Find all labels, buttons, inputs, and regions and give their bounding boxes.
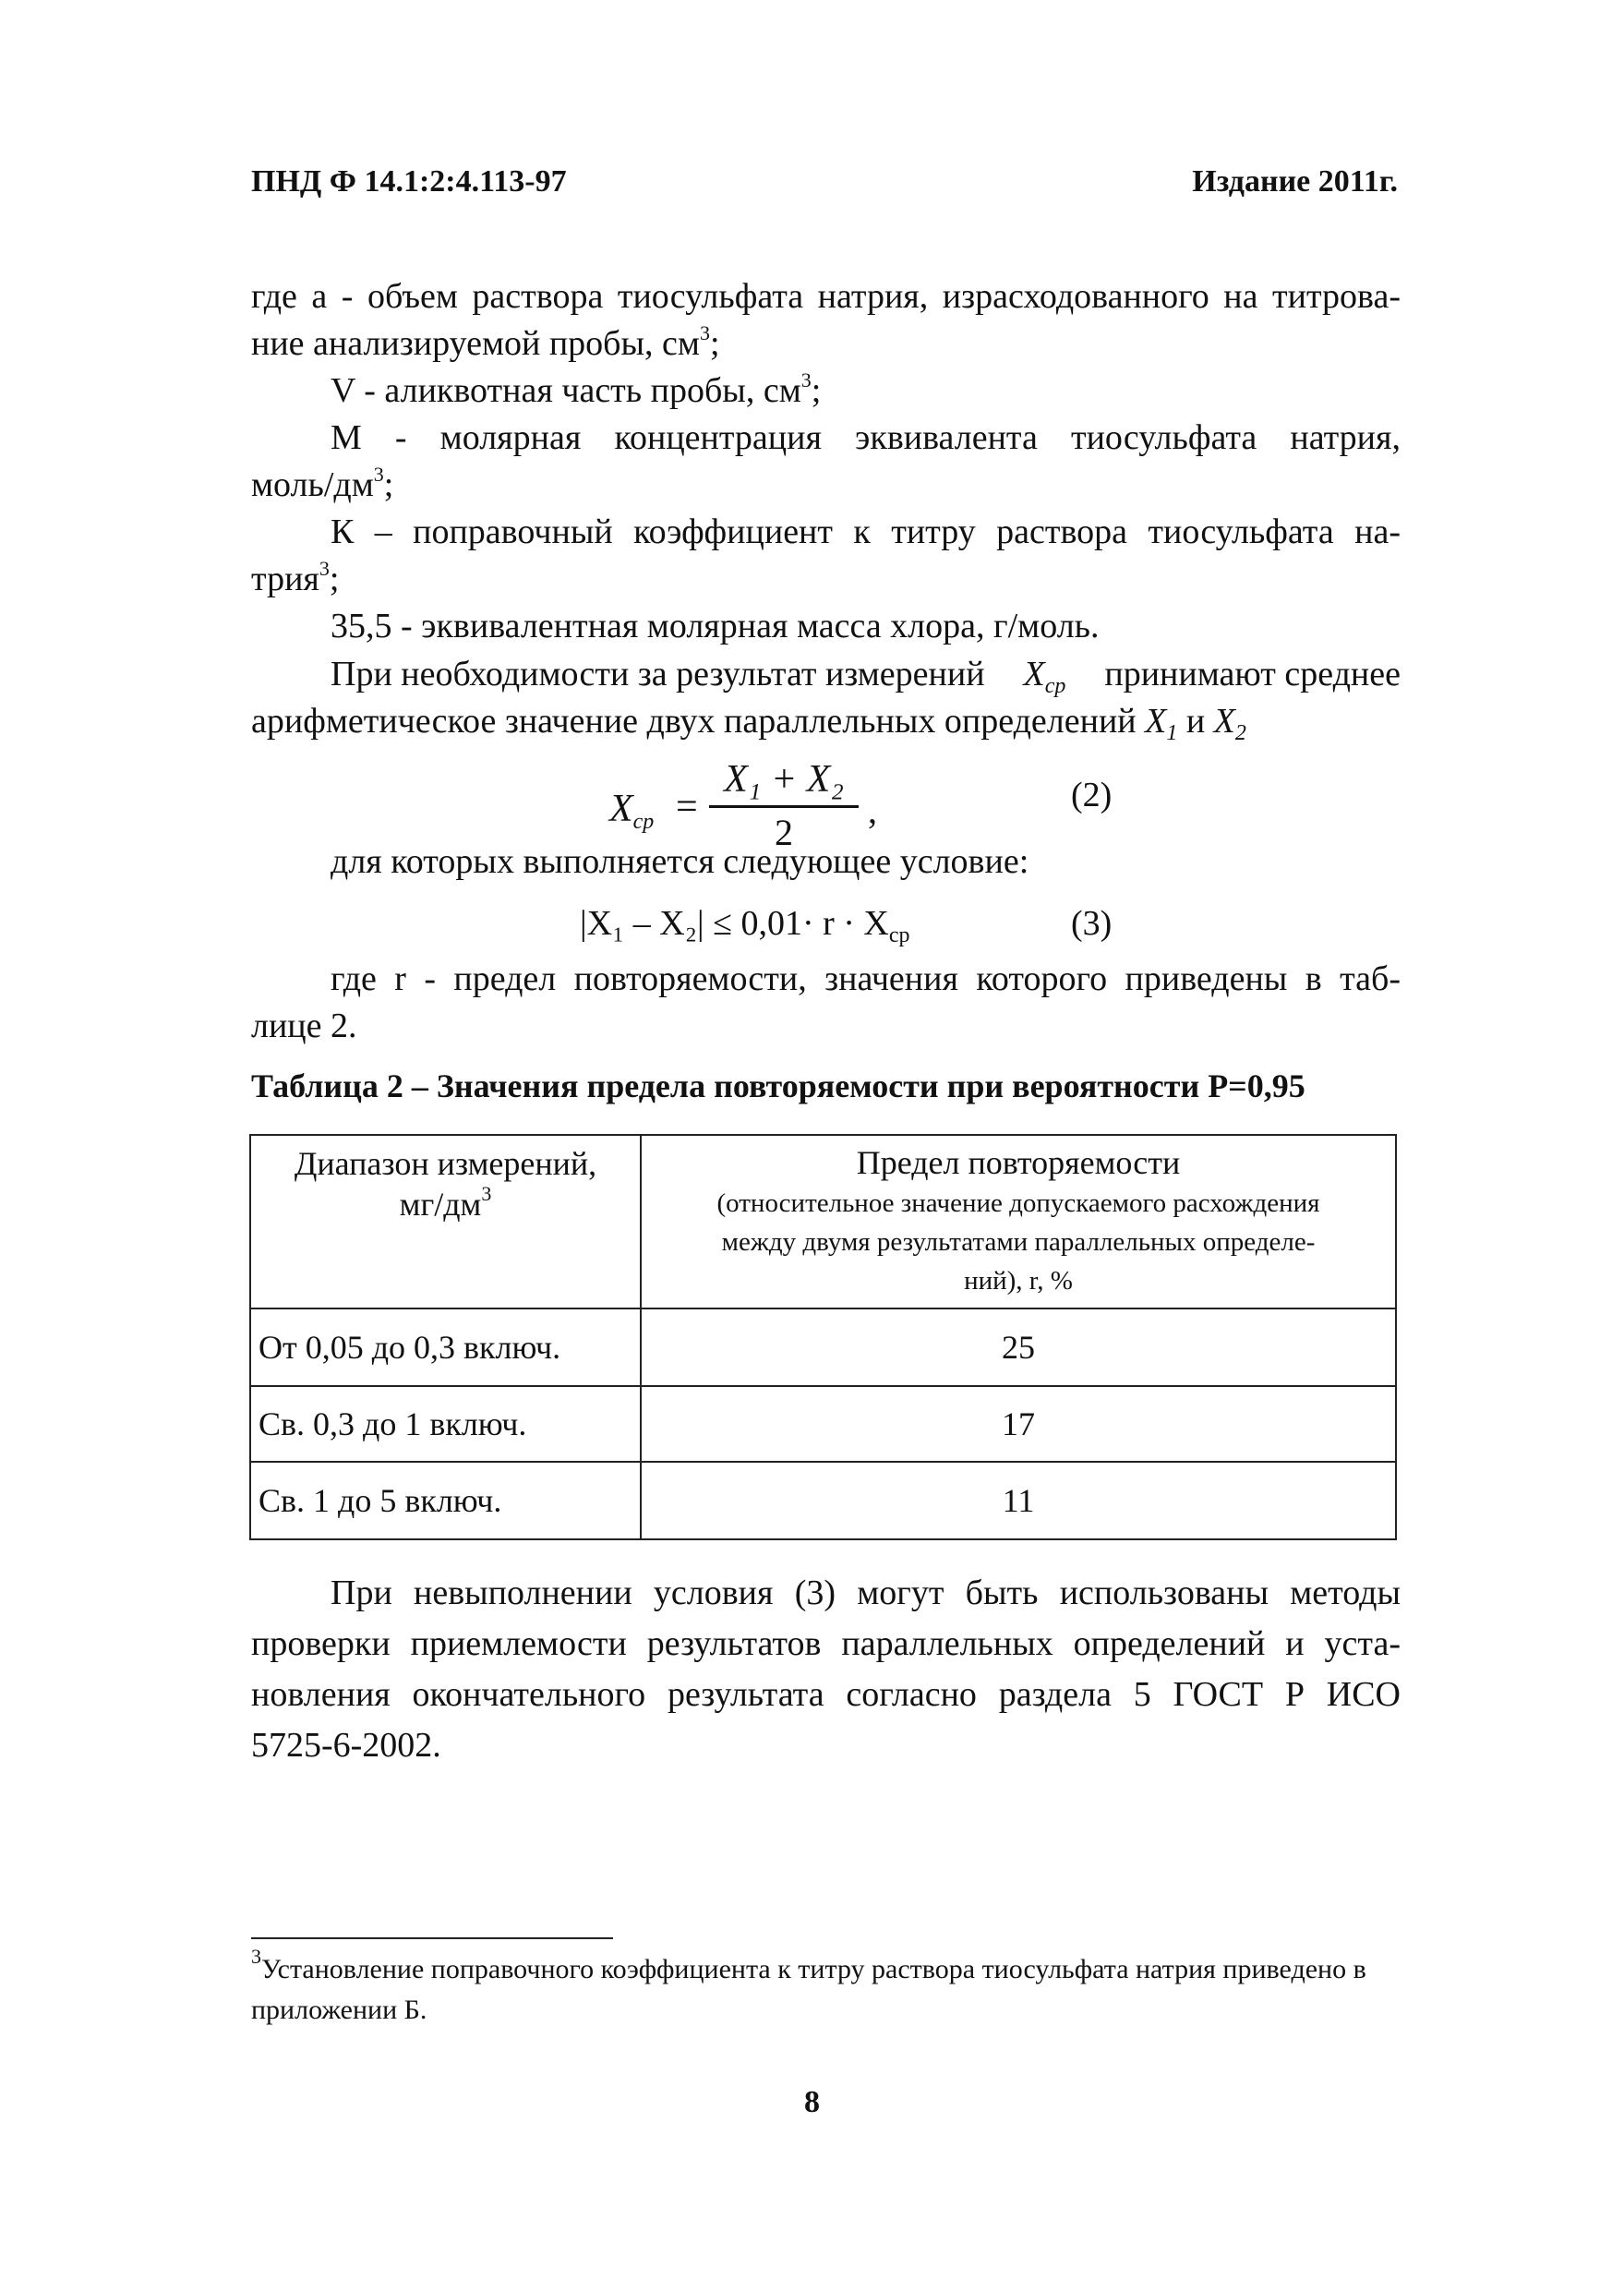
header-limit-line1: (относительное значение допускаемого расхождения xyxy=(716,1188,1320,1218)
header-limit-line3: ний), r, % xyxy=(964,1266,1073,1296)
condition-intro: для которых выполняется следующее условие: xyxy=(331,842,1029,881)
document-code: ПНД Ф 14.1:2:4.113-97 xyxy=(251,164,567,199)
formula-3-number: (3) xyxy=(1071,904,1113,943)
value-cell: 17 xyxy=(641,1386,1396,1462)
formula-2-number: (2) xyxy=(1071,776,1113,814)
r-definition-line2: лице 2. xyxy=(251,1007,357,1045)
header-limit-line2: между двумя результатами параллельных определе- xyxy=(721,1227,1316,1257)
legend-k-line2: трия$^3$; xyxy=(251,557,340,598)
footnote-mark: 3 xyxy=(251,1945,261,1968)
header-range-line1: Диапазон измерений, xyxy=(294,1145,597,1182)
range-cell: Св. 0,3 до 1 включ. xyxy=(250,1386,641,1462)
value-cell: 25 xyxy=(641,1308,1396,1386)
r-definition-line1: где r - предел повторяемости, значения которого приведены в таб- xyxy=(331,959,1401,998)
fraction-bar xyxy=(709,805,859,808)
mean-para-line1: При необходимости за результат измерений $X_{ср}$ принимают среднее xyxy=(331,651,1401,698)
formula-2-comma: , xyxy=(868,790,877,831)
legend-a-line1: где а - объем раствора тиосульфата натрия, израсходованного на титрова- xyxy=(251,277,1401,316)
table-row xyxy=(250,1386,1396,1462)
formula-2-numerator: X₁ + X₂ xyxy=(724,758,844,801)
table-header-row xyxy=(250,1135,1396,1308)
legend-m-line2: моль/$дм^3$; xyxy=(251,463,394,504)
page-number: 8 xyxy=(804,2085,820,2119)
repeatability-table xyxy=(249,1134,1397,1540)
legend-chlorine: 35,5 - эквивалентная молярная масса хлора, г/моль. xyxy=(331,607,1100,645)
header-range-cell xyxy=(250,1135,641,1308)
formula-2-denominator: 2 xyxy=(775,812,793,853)
x1-symbol: $X_1$ xyxy=(1145,702,1178,745)
closing-line2: проверки приемлемости результатов параллельных определений и уста- xyxy=(251,1624,1401,1663)
table-row xyxy=(250,1308,1396,1386)
x-mean-symbol: $X_{ср}$ xyxy=(1023,655,1066,698)
legend-m-line1: М - молярная концентрация эквивалента тиосульфата натрия, xyxy=(331,418,1401,457)
x2-symbol: $X_2$ xyxy=(1213,702,1246,745)
closing-line3: новления окончательного результата согласно раздела 5 ГОСТ Р ИСО xyxy=(251,1675,1401,1714)
range-cell: От 0,05 до 0,3 включ. xyxy=(250,1308,641,1386)
legend-a-line2: ние анализируемой пробы, $см^3$; xyxy=(251,321,720,363)
legend-k-line1: К – поправочный коэффициент к титру раствора тиосульфата на- xyxy=(331,512,1401,551)
legend-v: V - аликвотная часть пробы, $см^3$; xyxy=(331,368,822,410)
closing-line4: 5725-6-2002. xyxy=(251,1726,441,1765)
table-row xyxy=(250,1462,1396,1539)
table-caption: Таблица 2 – Значения предела повторяемости при вероятности Р=0,95 xyxy=(251,1067,1305,1104)
header-limit-cell xyxy=(641,1135,1396,1308)
footnote-line2: приложении Б. xyxy=(251,1995,427,2025)
value-cell: 11 xyxy=(641,1462,1396,1539)
formula-2-lhs: $X_{ср}$ xyxy=(609,788,655,834)
header-range-line2: $мг/дм^3$ xyxy=(399,1182,492,1223)
range-cell: Св. 1 до 5 включ. xyxy=(250,1462,641,1539)
footnote-line1: $^3$Установление поправочного коэффициента к титру раствора тиосульфата натрия приведено в xyxy=(251,1945,1366,1984)
mean-para-line2: арифметическое значение двух параллельных определений $X_1$ и $X_2$ xyxy=(251,702,1246,745)
header-limit-title: Предел повторяемости xyxy=(856,1144,1181,1181)
edition-label: Издание 2011г. xyxy=(1192,164,1398,199)
closing-line1: При невыполнении условия (3) могут быть использованы методы xyxy=(331,1574,1401,1612)
formula-3: $|X_1 - X_2| \le 0,01\cdot r \cdot X_{ср}$ xyxy=(580,904,910,947)
formula-2-equals: = xyxy=(676,786,698,828)
footnote-separator xyxy=(251,1937,613,1939)
